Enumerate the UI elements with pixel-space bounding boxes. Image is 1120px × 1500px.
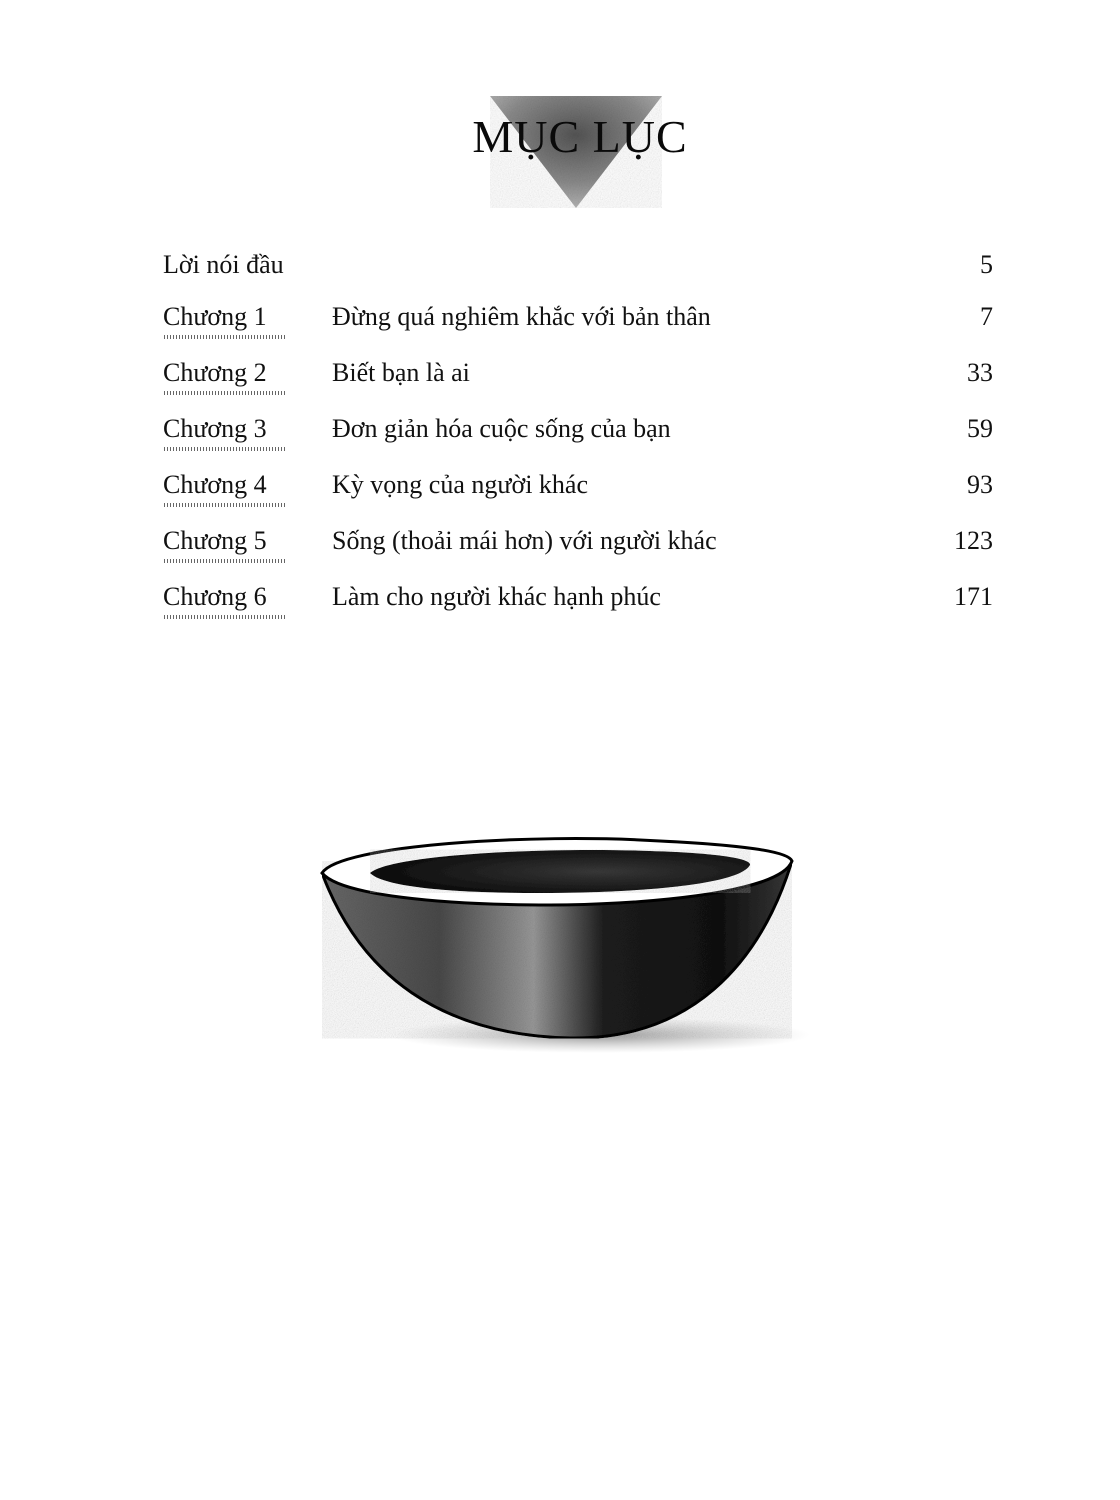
toc-row-chapter-4[interactable]	[163, 465, 993, 505]
chapter-title: Đơn giản hóa cuộc sống của bạn	[332, 414, 671, 443]
toc-row-chapter-2[interactable]	[163, 353, 993, 393]
toc-row-chapter-5[interactable]	[163, 521, 993, 561]
toc-page-number: 171	[954, 582, 993, 611]
chapter-label: Chương 1	[163, 302, 267, 331]
chapter-label: Chương 5	[163, 526, 267, 555]
chapter-label: Chương 4	[163, 470, 267, 499]
chapter-underline	[164, 503, 286, 507]
chapter-label: Chương 3	[163, 414, 267, 443]
chapter-underline	[164, 447, 286, 451]
toc-row-chapter-1[interactable]	[163, 297, 993, 337]
toc-page-number: 33	[967, 358, 993, 387]
chapter-title: Làm cho người khác hạnh phúc	[332, 582, 661, 611]
toc-row-foreword[interactable]	[163, 245, 993, 285]
chapter-underline	[164, 559, 286, 563]
toc-page-number: 123	[954, 526, 993, 555]
chapter-underline	[164, 615, 286, 619]
chapter-title: Đừng quá nghiêm khắc với bản thân	[332, 302, 711, 331]
toc-page-number: 7	[980, 302, 993, 331]
toc-page-number: 5	[980, 250, 993, 279]
page-title: MỤC LỤC	[472, 111, 688, 162]
chapter-title: Biết bạn là ai	[332, 358, 470, 387]
chapter-label: Chương 2	[163, 358, 267, 387]
chapter-label: Chương 6	[163, 582, 267, 611]
chapter-underline	[164, 335, 286, 339]
bowl-illustration	[300, 835, 820, 1065]
toc-label: Lời nói đầu	[163, 250, 284, 279]
toc-page-number: 93	[967, 470, 993, 499]
toc-page-number: 59	[967, 414, 993, 443]
toc-row-chapter-6[interactable]	[163, 577, 993, 617]
chapter-title: Kỳ vọng của người khác	[332, 470, 589, 499]
toc-row-chapter-3[interactable]	[163, 409, 993, 449]
title-block	[460, 92, 700, 212]
chapter-underline	[164, 391, 286, 395]
chapter-title: Sống (thoải mái hơn) với người khác	[332, 526, 717, 555]
